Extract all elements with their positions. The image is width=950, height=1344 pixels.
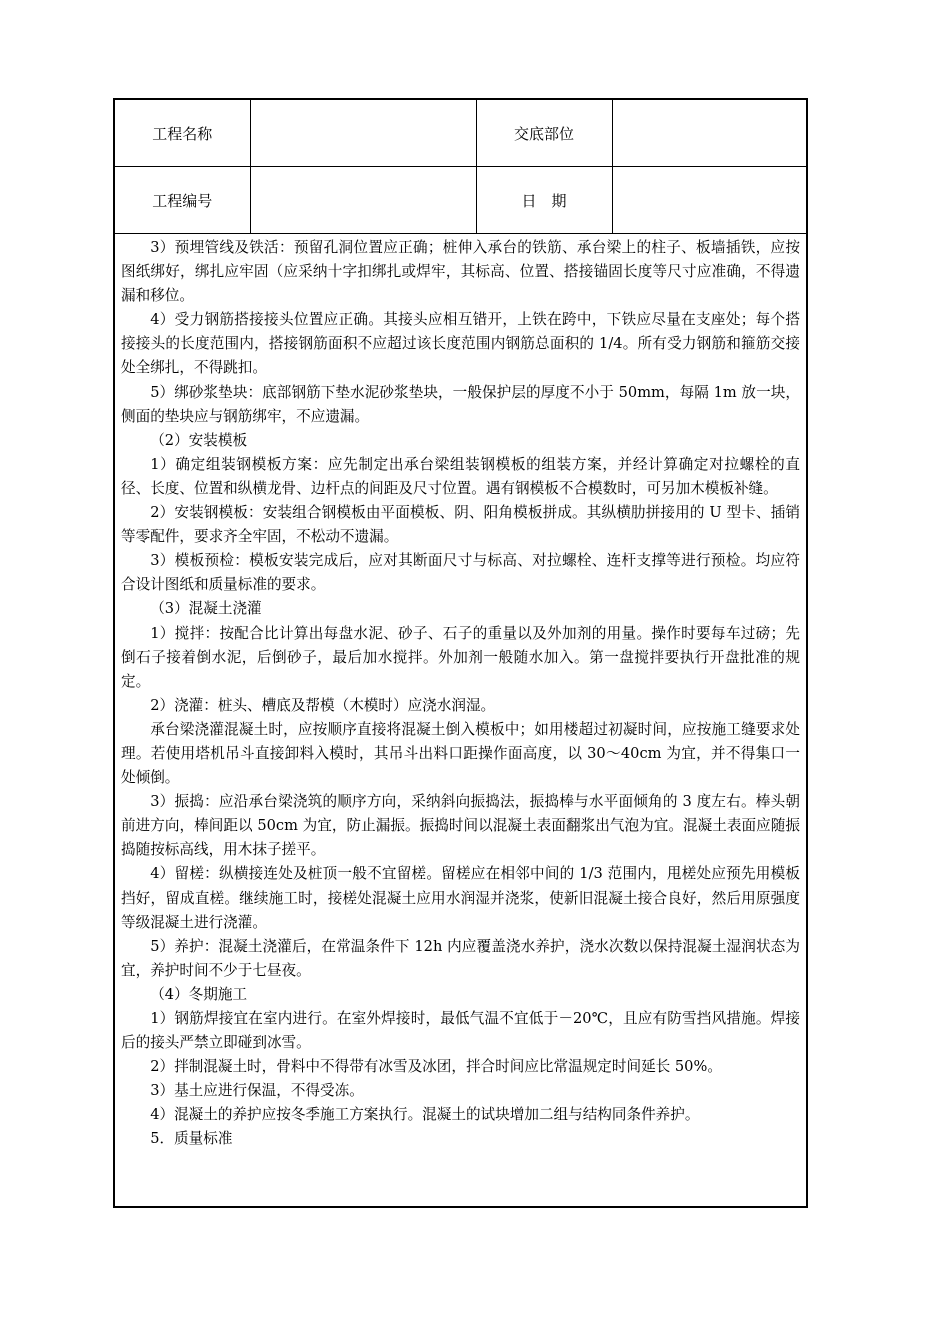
header-row-1: [115, 100, 806, 167]
project-no-label: 工程编号: [115, 167, 250, 234]
paragraph: 4）留槎：纵横接连处及桩顶一般不宜留槎。留槎应在相邻中间的 1/3 范围内，甩槎处应预先用模板挡好，留成直槎。继续施工时，接槎处混凝土应用水润湿并浇浆，使新旧混凝土接合良好，然后用原强度等级混凝土进行浇灌。: [121, 865, 800, 931]
paragraph: 4）受力钢筋搭接接头位置应正确。其接头应相互错开，上铁在跨中，下铁应尽量在支座处；每个搭接接头的长度范围内，搭接钢筋面积不应超过该长度范围内钢筋总面积的 1/4。所有受力钢筋和箍筋交接处全绑扎，不得跳扣。: [121, 311, 800, 377]
technical-handover-sheet: [113, 98, 808, 1208]
paragraph: 5）绑砂浆垫块：底部钢筋下垫水泥砂浆垫块，一般保护层的厚度不小于 50mm，每隔 1m 放一块，侧面的垫块应与钢筋绑牢，不应遗漏。: [121, 383, 800, 425]
header-row-2: [115, 167, 806, 234]
paragraph: 3）振捣：应沿承台梁浇筑的顺序方向，采纳斜向振捣法，振捣棒与水平面倾角的 3 度左右。棒头朝前进方向，棒间距以 50cm 为宜，防止漏振。振捣时间以混凝土表面翻浆出气泡为宜。混凝土表面应随振捣随按标高线，用木抹子搓平。: [121, 793, 800, 859]
handover-content: [115, 234, 806, 1152]
paragraph: 2）安装钢模板：安装组合钢模板由平面模板、阴、阳角模板拼成。其纵横肋拼接用的 U 型卡、插销等零配件，要求齐全牢固，不松动不遗漏。: [121, 504, 800, 546]
paragraph: 3）基土应进行保温，不得受冻。: [150, 1082, 364, 1100]
project-name-label: 工程名称: [115, 100, 250, 167]
section-heading: （4）冬期施工: [150, 985, 248, 1003]
paragraph: 1）确定组装钢模板方案：应先制定出承台梁组装钢模板的组装方案，并经计算确定对拉螺栓的直径、长度、位置和纵横龙骨、边杆点的间距及尺寸位置。遇有钢模板不合模数时，可另加木模板补缝。: [121, 455, 800, 497]
project-name-value: [250, 100, 476, 167]
paragraph: 4）混凝土的养护应按冬季施工方案执行。混凝土的试块增加二组与结构同条件养护。: [150, 1106, 700, 1124]
paragraph: 3）模板预检：模板安装完成后，应对其断面尺寸与标高、对拉螺栓、连杆支撑等进行预检。均应符合设计图纸和质量标准的要求。: [121, 552, 800, 594]
date-value: [612, 167, 806, 234]
paragraph: 承台梁浇灌混凝土时，应按顺序直接将混凝土倒入模板中；如用楼超过初凝时间，应按施工缝要求处理。若使用塔机吊斗直接卸料入模时，其吊斗出料口距操作面高度，以 30～40cm 为宜，并不得集口一处倾倒。: [121, 720, 800, 787]
section-heading: （2）安装模板: [150, 431, 248, 449]
section-heading: 5．质量标准: [150, 1130, 233, 1148]
handover-part-value: [612, 100, 806, 167]
paragraph: 5）养护：混凝土浇灌后，在常温条件下 12h 内应覆盖浇水养护，浇水次数以保持混凝土湿润状态为宜，养护时间不少于七昼夜。: [121, 937, 800, 979]
paragraph: 1）搅拌：按配合比计算出每盘水泥、砂子、石子的重量以及外加剂的用量。操作时要每车过磅；先倒石子接着倒水泥，后倒砂子，最后加水搅拌。外加剂一般随水加入。第一盘搅拌要执行开盘批准的规定。: [121, 624, 800, 690]
paragraph: 3）预埋管线及铁活：预留孔洞位置应正确；桩伸入承台的铁筋、承台梁上的柱子、板墙插铁，应按图纸绑好，绑扎应牢固（应采纳十字扣绑扎或焊牢，其标高、位置、搭接锚固长度等尺寸应准确，不得遗漏和移位。: [121, 239, 800, 305]
section-heading: （3）混凝土浇灌: [150, 600, 262, 618]
paragraph: 2）拌制混凝土时，骨料中不得带有冰雪及冰团，拌合时间应比常温规定时间延长 50%。: [150, 1058, 722, 1076]
header-table: [115, 100, 806, 234]
paragraph: 2）浇灌：桩头、槽底及帮模（木模时）应浇水润湿。: [150, 696, 496, 714]
date-label: 日 期: [476, 167, 612, 234]
handover-part-label: 交底部位: [476, 100, 612, 167]
project-no-value: [250, 167, 476, 234]
paragraph: 1）钢筋焊接宜在室内进行。在室外焊接时，最低气温不宜低于－20℃，且应有防雪挡风措施。焊接后的接头严禁立即碰到冰雪。: [121, 1010, 800, 1052]
